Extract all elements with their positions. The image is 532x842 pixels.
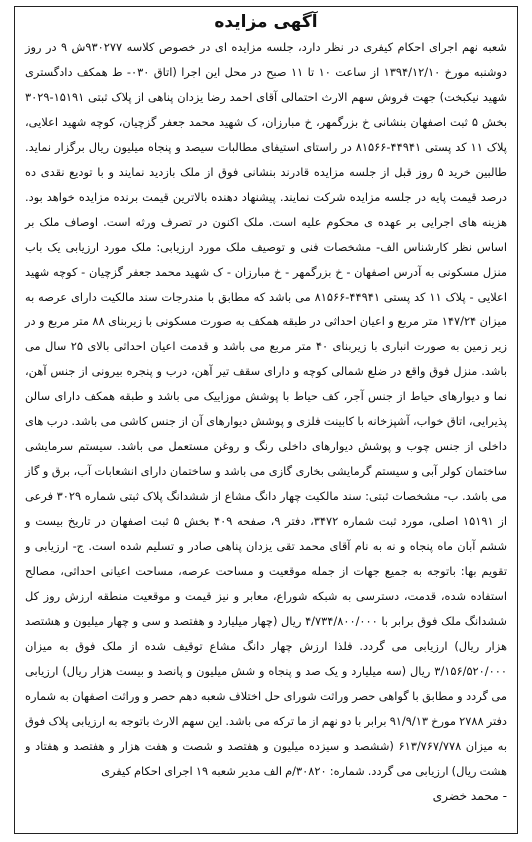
notice-title: آگهی مزایده <box>214 12 318 32</box>
notice-body: شعبه نهم اجرای احکام کیفری در نظر دارد، جلسه مزایده ای در خصوص کلاسه ۹۳۰۲۷۷ش ۹ در روز دوشنبه مورخ ۱۳۹۴/۱۲/۱۰ از ساعت ۱۰ تا ۱۱ صبح در محل این اجرا (اتاق ۰۳۰- ط همکف دادگستری شهید نیکبخت) جهت فروش سهم الارث احتمالی آقای احمد رضا یزدان پناهی از پلاک ثبتی ۱۵۱۹۱-۳۰۲۹ بخش ۵ ثبت اصفهان بنشانی خ بزرگمهر، خ مبارزان، ک شهید محمد جعفر گزچیان، کوچه شهید اعلایی، پلاک ۱۱ کد پستی ۴۴۹۴۱-۸۱۵۶۶ در راستای استیفای مطالبات سیصد و پنجاه میلیون ریال برگزار نماید. طالبین خرید ۵ روز قبل از جلسه مزایده قادرند بنشانی فوق از ملک بازدید نمایند و با تودیع نقدی ده درصد قیمت پایه در جلسه مزایده شرکت نمایند. پیشنهاد دهنده بالاترین قیمت برنده مزایده خواهد بود. هزینه های اجرایی بر عهده ی محکوم علیه است. ملک اکنون در تصرف ورثه است. اوصاف ملک بر اساس نظر کارشناس الف- مشخصات فنی و توصیف ملک مورد ارزیابی: ملک مورد ارزیابی یک باب منزل مسکونی به آدرس اصفهان - خ بزرگمهر - خ مبارزان - ک شهید محمد جعفر گزچیان - کوچه شهید اعلایی - پلاک ۱۱ کد پستی ۴۴۹۴۱-۸۱۵۶۶ می باشد که مطابق با مندرجات سند مالکیت دارای عرصه به میزان ۱۴۷/۲۴ متر مربع و اعیان احداثی در طبقه همکف به صورت مسکونی با زیربنای ۸۸ متر مربع و در زیر زمین به صورت انباری با زیربنای ۴۰ متر مربع می باشد و قدمت اعیان احداثی بالای ۲۵ سال می باشد. منزل فوق واقع در ضلع شمالی کوچه و دارای سقف تیر آهن، درب و پنجره بیرونی از جنس آهن، نما و دیوارهای حیاط از جنس آجر، کف حیاط با پوشش موزاییک می باشد و طبقه همکف دارای سالن پذیرایی، اتاق خواب، آشپزخانه با کابینت فلزی و پوشش دیوارهای آن از جنس کاشی می باشد. درب های داخلی از جنس چوب و پوشش دیوارهای داخلی رنگ و روغن مستعمل می باشد. سیستم سرمایشی ساختمان کولر آبی و سیستم گرمایشی بخاری گازی می باشد و ساختمان دارای انشعابات آب، برق و گاز می باشد. ب- مشخصات ثبتی: سند مالکیت چهار دانگ مشاع از ششدانگ پلاک ثبتی شماره ۳۰۲۹ فرعی از ۱۵۱۹۱ اصلی، مورد ثبت شماره ۳۴۷۲، دفتر ۹، صفحه ۴۰۹ بخش ۵ ثبت اصفهان در تاریخ بیست و ششم آبان ماه پنجاه و نه به نام آقای محمد تقی یزدان پناهی صادر و تسلیم شده است. ج- ارزیابی و تقویم بها: باتوجه به جمیع جهات از جمله موقعیت و مساحت عرصه، مساحت اعیانی احداثی، مصالح استفاده شده، قدمت، دسترسی به شبکه شوراع، معابر و نیز قیمت و موقعیت منطقه ارزش روز کل ششدانگ ملک فوق برابر با ۴/۷۳۴/۸۰۰/۰۰۰ ریال (چهار میلیارد و هفتصد و سی و چهار میلیون و هشتصد هزار ریال) ارزیابی می گردد. فلذا ارزش چهار دانگ مشاع توقیف شده از ملک فوق به میزان ۳/۱۵۶/۵۲۰/۰۰۰ ریال (سه میلیارد و یک صد و پنجاه و شش میلیون و پانصد و بیست هزار ریال) ارزیابی می گردد و مطابق با گواهی حصر وراثت شورای حل اختلاف شعبه دهم حصر و وراثت اصفهان به شماره دفتر ۲۷۸۸ مورخ ۹۱/۹/۱۳ برابر با دو نهم از ما ترکه می باشد. این سهم الارث باتوجه به ارزیابی پلاک فوق به میزان ۶۱۳/۷۶۷/۷۷۸ (ششصد و سیزده میلیون و هفتصد و شصت و هفت هزار و هفتصد و هفتاد و هشت ریال) ارزیابی می گردد. شماره: ۳۰۸۲۰/م الف مدیر شعبه ۱۹ اجرای احکام کیفری <box>25 40 508 778</box>
auction-notice <box>14 6 518 834</box>
notice-signature: - محمد خضری <box>432 788 507 803</box>
